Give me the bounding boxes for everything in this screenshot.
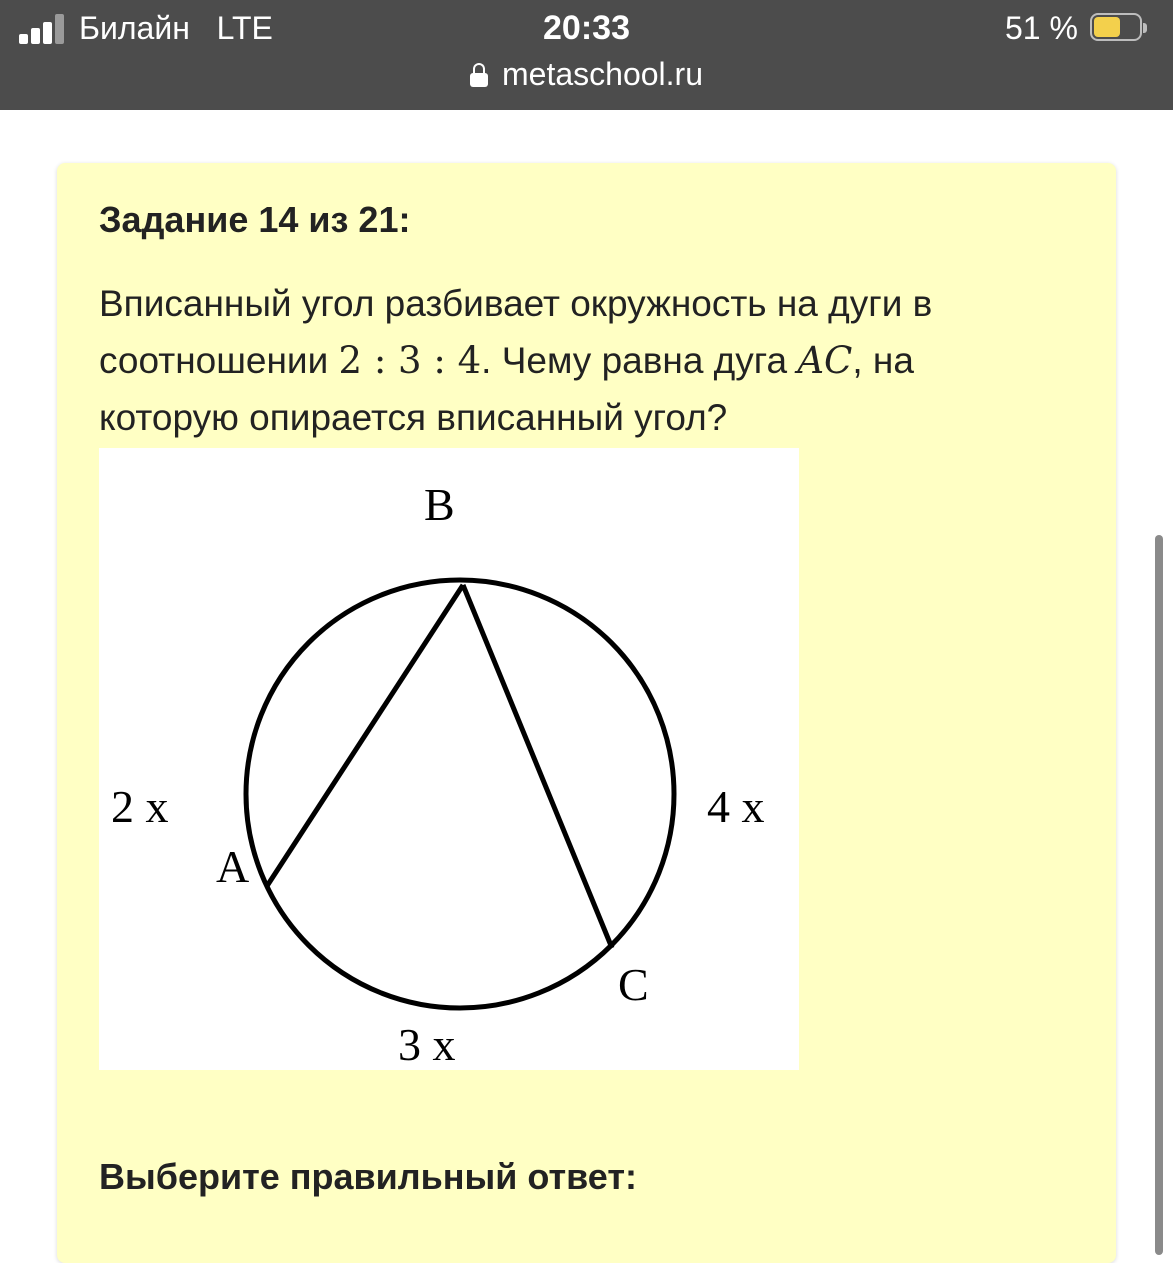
point-label-b: B <box>424 479 455 530</box>
inscribed-angle-diagram <box>99 448 799 1070</box>
question-text <box>99 275 1059 446</box>
point-label-a: A <box>216 841 250 892</box>
task-card <box>57 163 1116 1263</box>
arc-label-ac: 3 x <box>398 1019 456 1070</box>
battery-icon <box>1090 13 1148 43</box>
status-bar <box>0 0 1173 110</box>
task-title: Задание 14 из 21: <box>99 199 411 240</box>
point-label-c: C <box>618 959 649 1010</box>
battery-percent: 51 % <box>1005 10 1078 46</box>
circle-figure <box>99 448 799 1070</box>
arc-label-bc: 4 x <box>707 781 765 832</box>
question-part-2: . Чему равна дуга <box>481 340 798 381</box>
url-text: metaschool.ru <box>502 56 703 92</box>
lock-icon <box>470 63 488 87</box>
answer-prompt: Выберите правильный ответ: <box>99 1156 637 1197</box>
arc-name: AC <box>797 339 853 382</box>
clock: 20:33 <box>543 9 630 47</box>
address-bar[interactable] <box>0 56 1173 93</box>
question-part-1: Вписанный угол разбивает окружность на дуги в соотношении <box>99 283 933 381</box>
chord-bc <box>463 585 612 948</box>
ratio-formula: 2 : 3 : 4 <box>338 339 482 382</box>
carrier-label: Билайн LTE <box>79 10 273 46</box>
scrollbar[interactable] <box>1155 535 1163 1255</box>
arc-label-ab: 2 x <box>111 781 169 832</box>
question-part-3: , на которую опирается вписанный угол? <box>99 340 914 438</box>
chord-ba <box>267 585 463 886</box>
